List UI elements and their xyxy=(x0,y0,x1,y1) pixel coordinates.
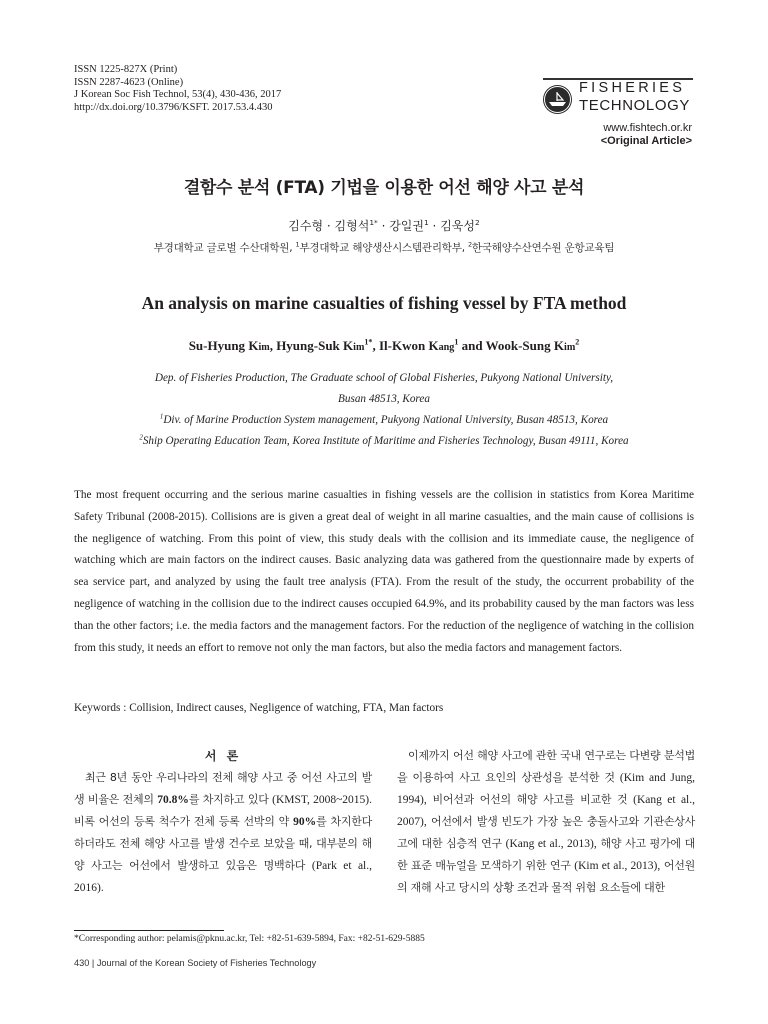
citation: J Korean Soc Fish Technol, 53(4), 430-436, 2017 xyxy=(74,89,282,101)
affiliation-text: 부경대학교 해양생산시스템관리학부, xyxy=(299,242,468,254)
author-initial: K xyxy=(343,338,354,353)
author-name: 김형석 xyxy=(334,219,370,233)
separator: , xyxy=(372,338,379,353)
article-type-label: <Original Article> xyxy=(600,135,692,147)
affiliation-mark: 1 xyxy=(295,240,300,249)
author-first: Wook-Sung xyxy=(485,338,554,353)
issn-print: ISSN 1225-827X (Print) xyxy=(74,64,178,75)
keywords: Keywords : Collision, Indirect causes, Negligence of watching, FTA, Man factors xyxy=(74,702,444,714)
affiliation-text: Div. of Marine Production System management, Pukyong National University, Busan 48513, Korea xyxy=(163,414,609,426)
affiliation-mark: 2 xyxy=(575,337,580,347)
body-text: 를 차지하고 있다 xyxy=(188,793,273,806)
affiliation-text: Ship Operating Education Team, Korea Institute of Maritime and Fisheries Technology, Busan 49111, Korea xyxy=(142,435,629,447)
english-title: An analysis on marine casualties of fishing vessel by FTA method xyxy=(141,293,627,313)
author-surname: im xyxy=(353,342,365,353)
affiliation-mark: 2 xyxy=(474,218,480,227)
body-column-right xyxy=(397,745,695,899)
separator: · xyxy=(323,219,335,233)
author-initial: K xyxy=(428,338,439,353)
body-column-left xyxy=(74,745,372,899)
body-text: 비록 어선의 등록 척수가 전체 등록 선박의 약 xyxy=(74,815,294,828)
author-first: Su-Hyung xyxy=(188,338,249,353)
abstract: The most frequent occurring and the serious marine casualties in fishing vessels are the collision in statistics from Korea Maritime Safety Tribunal (2008-2015). Collisions are is given a great deal of weight in all marine casualties, and the main cause of collisions is the negligence of watching. From this point of view, this study deals with the collision and its immediate cause, the negligence of watching which are main factors on the indirect causes. Basic analyzing data was gathered from the questionnaire made by experts of sea service part, and analyzed by using the fault tree analysis (FTA). From the result of the study, the occurrent probability of the negligence of watching in the collision due to the indirect causes occupied 64.9%, and its probability caused by the man factors was less than the other factors; i.e. the media factors and the management factors. For the reduction of the negligence of watching in the collision from this study, it needs an effort to remove not only the man factors, but also the media factors and management factors. xyxy=(74,489,694,654)
logo-text-fisheries: FISHERIES xyxy=(579,80,686,96)
korean-title: 결함수 분석 (FTA) 기법을 이용한 어선 해양 사고 분석 xyxy=(183,178,585,198)
affiliation-mark: 1 xyxy=(159,412,164,421)
body-text: 해양 사고 평가에 대한 표준 매뉴얼을 모색하기 위한 연구 xyxy=(397,837,695,872)
separator: , xyxy=(269,338,277,353)
author-surname: im xyxy=(564,342,576,353)
author-initial: K xyxy=(553,338,565,353)
affiliation-mark: 1* xyxy=(364,337,373,347)
author-initial: K xyxy=(248,338,259,353)
paragraph xyxy=(397,745,695,899)
citation-text: (Kim et al., 2013), xyxy=(574,860,661,872)
affiliation-line: Busan 48513, Korea xyxy=(338,393,430,405)
body-text: 이제까지 어선 해양 사고에 관한 국내 연구로는 다변량 분석법을 이용하여 사고 요인의 상관성을 분석한 것 xyxy=(397,749,695,784)
author-name: 강일권 xyxy=(389,219,424,233)
section-heading-introduction: 서 론 xyxy=(204,749,242,763)
korean-affiliations xyxy=(0,240,768,255)
separator: · xyxy=(377,219,390,233)
citation-text: (Kim and Jung, 1994), xyxy=(397,772,695,806)
doi-link[interactable]: http://dx.doi.org/10.3796/KSFT. 2017.53.4.430 xyxy=(74,101,273,113)
issn-online: ISSN 2287-4623 (Online) xyxy=(74,76,184,88)
affiliation-line xyxy=(0,410,768,431)
body-text: 최근 8년 동안 우리나라의 전체 해양 사고 중 어선 사고의 발생 비율은 전체의 xyxy=(74,771,372,806)
journal-site-block xyxy=(601,122,692,148)
page-footer: 430 | Journal of the Korean Society of Fisheries Technology xyxy=(74,958,317,968)
affiliation-line: Dep. of Fisheries Production, The Graduate school of Global Fisheries, Pukyong National University, xyxy=(154,372,614,384)
affiliation-mark: 1 xyxy=(424,218,429,227)
website-link[interactable]: www.fishtech.or.kr xyxy=(603,122,692,134)
author-first: Il-Kwon xyxy=(378,338,429,353)
affiliation-line xyxy=(0,431,768,452)
affiliation-mark: 1* xyxy=(369,218,378,227)
separator: and xyxy=(458,338,486,353)
separator: · xyxy=(428,219,441,233)
english-affiliations xyxy=(0,368,768,452)
citation-text: (Kang et al., 2007), xyxy=(397,794,695,828)
english-authors xyxy=(0,338,768,354)
affiliation-mark: 2 xyxy=(139,433,143,442)
citation-text: (Kang et al., 2013), xyxy=(505,838,597,850)
body-text: 를 차지한다 하더라도 전체 해양 사고를 발생 건수로 보았을 때, 대부분의 해양 사고는 어선에서 발생하고 있음은 명백하다 xyxy=(74,815,372,872)
body-text: 비어선과 어선의 해양 사고를 비교한 것 xyxy=(426,793,634,806)
author-first: Hyung-Suk xyxy=(276,338,344,353)
citation-text: (Park et al., 2016). xyxy=(74,860,373,894)
author-surname: ang xyxy=(438,342,455,353)
affiliation-mark: 1 xyxy=(454,337,459,347)
journal-logo xyxy=(543,78,693,118)
emphasis-value: 90% xyxy=(293,816,317,828)
affiliation-text: 한국해양수산연수원 운항교육팀 xyxy=(471,242,615,254)
body-text: 어선에서 발생 빈도가 가장 높은 충돌사고와 기관손상사고에 대한 심층적 연구 xyxy=(397,815,695,850)
citation-text: (KMST, 2008~2015). xyxy=(272,794,373,806)
paragraph xyxy=(74,767,372,899)
footnote-rule xyxy=(74,930,224,931)
author-name: 김욱성 xyxy=(440,219,475,233)
corresponding-author-footnote: *Corresponding author: pelamis@pknu.ac.kr, Tel: +82-51-639-5894, Fax: +82-51-629-5885 xyxy=(74,934,425,944)
journal-metadata xyxy=(74,64,281,114)
author-name: 김수형 xyxy=(288,219,324,233)
korean-authors xyxy=(0,217,768,234)
body-text: 어선원의 재해 사고 당시의 상황 조건과 물적 위험 요소들에 대한 xyxy=(397,859,696,894)
emphasis-value: 70.8% xyxy=(157,794,189,806)
logo-text-technology: TECHNOLOGY xyxy=(579,97,691,114)
ship-emblem-icon xyxy=(543,85,572,114)
affiliation-mark: 2 xyxy=(467,240,472,249)
affiliation-text: 부경대학교 글로벌 수산대학원, xyxy=(153,242,296,254)
author-surname: im xyxy=(258,342,270,353)
